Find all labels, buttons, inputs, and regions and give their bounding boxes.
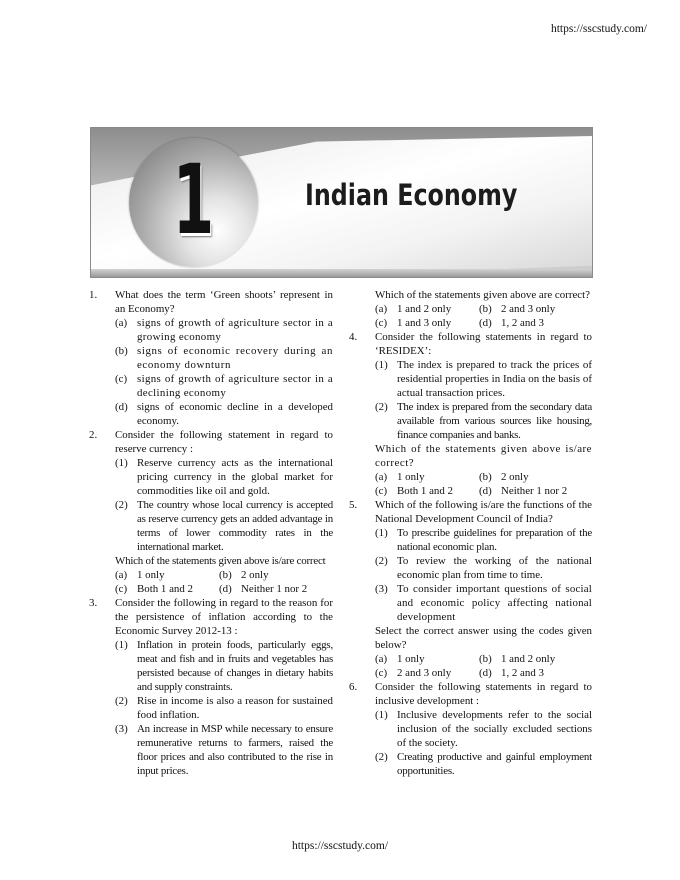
question-text: What does the term ‘Green shoots’ represent in an Economy? [115,289,333,315]
option-text: Both 1 and 2 [397,485,453,497]
option-text: 1 and 2 only [397,303,452,315]
option-label: (a) [115,317,128,329]
chapter-title: Indian Economy [305,178,518,212]
option-row [89,568,333,582]
statement-text: The country whose local currency is accepted as reserve currency gets an added advantage in terms of lower commodity rates in the international market. [137,499,333,553]
statement-text: Inflation in protein foods, particularly eggs, meat and fish and in fruits and vegetables has persisted because of changes in dietary habits and supply constraints. [137,639,333,693]
option-text: 1 only [397,471,425,483]
statement-text: An increase in MSP while necessary to ensure remunerative returns to farmers, raised the floor prices and also contributed to the rise in input prices. [137,723,333,777]
option-label: (c) [375,485,388,497]
question-text: Which of the following is/are the functions of the National Development Council of India? [375,499,592,525]
statement-text: The index is prepared to track the prices of residential properties in India on the basis of actual transaction prices. [397,359,592,399]
chapter-banner [90,127,593,278]
statement-text: Reserve currency acts as the international pricing currency in the global market for commodities like oil and gold. [137,457,333,497]
option-label: (b) [479,653,492,665]
option-row [349,484,592,498]
option-text: 1, 2 and 3 [501,667,544,679]
option-text: signs of growth of agriculture sector in a growing economy [137,317,333,343]
statement-text: Rise in income is also a reason for sustained food inflation. [137,695,333,721]
question-text: Consider the following statement in regard to reserve currency : [115,429,333,455]
option-row [349,316,592,330]
option-row [349,302,592,316]
option-text: signs of economic decline in a developed economy. [137,401,333,427]
option-label: (d) [479,317,492,329]
option-label: (a) [115,569,128,581]
question-number: 1. [89,289,98,301]
option-row [349,652,592,666]
left-column [89,288,333,778]
statement-label: (2) [375,751,388,763]
statement-label: (2) [375,555,388,567]
question-5 [349,498,592,680]
right-column [349,288,592,778]
option-text: 1 and 3 only [397,317,452,329]
option-text: Both 1 and 2 [137,583,193,595]
option-text: 1 only [137,569,165,581]
statement-label: (1) [375,527,388,539]
statement-label: (1) [375,359,388,371]
statement-label: (1) [375,709,388,721]
option-text: 1 and 2 only [501,653,556,665]
statement-label: (1) [115,457,128,469]
question-number: 4. [349,331,358,343]
option-label: (c) [375,317,388,329]
option-label: (b) [479,303,492,315]
footer-url[interactable]: https://sscstudy.com/ [291,840,389,852]
option-row [89,582,333,596]
question-number: 6. [349,681,358,693]
option-label: (d) [479,667,492,679]
option-label: (c) [115,373,128,385]
question-number: 5. [349,499,358,511]
question-4 [349,330,592,498]
option-text: 1 only [397,653,425,665]
option-label: (a) [375,653,388,665]
option-label: (b) [479,471,492,483]
option-text: Neither 1 nor 2 [501,485,568,497]
statement-label: (3) [115,723,128,735]
question-1 [89,288,333,428]
question-text: Consider the following statements in regard to ‘RESIDEX’: [375,331,592,357]
option-label: (d) [115,401,128,413]
option-text: Neither 1 nor 2 [241,583,308,595]
option-text: signs of growth of agriculture sector in a declining economy [137,373,333,399]
option-label: (d) [479,485,492,497]
question-6 [349,680,592,778]
question-number: 2. [89,429,98,441]
question-ask: Which of the statements given above is/are correct? [375,443,592,469]
header-url[interactable]: https://sscstudy.com/ [550,23,647,35]
statement-label: (1) [115,639,128,651]
question-ask: Which of the statements given above are correct? [375,289,590,301]
option-text: 2 only [501,471,529,483]
option-text: 2 only [241,569,269,581]
chapter-number: 1 [172,144,215,256]
question-2 [89,428,333,596]
statement-text: To consider important questions of social and economic policy affecting national development [397,583,592,623]
option-label: (c) [375,667,388,679]
question-3-continued [349,288,592,330]
statement-label: (2) [375,401,388,413]
statement-text: The index is prepared from the secondary data available from various sources like housing, finance companies and banks. [397,401,592,441]
option-text: 1, 2 and 3 [501,317,544,329]
option-text: 2 and 3 only [501,303,556,315]
option-label: (a) [375,471,388,483]
option-text: 2 and 3 only [397,667,452,679]
statement-label: (3) [375,583,388,595]
question-text: Consider the following in regard to the reason for the persistence of inflation according to the Economic Survey 2012-13 : [115,597,333,637]
option-label: (d) [219,583,232,595]
option-label: (a) [375,303,388,315]
statement-text: Inclusive developments refer to the social inclusion of the socially excluded sections of the society. [397,709,592,749]
statement-label: (2) [115,499,128,511]
question-number: 3. [89,597,98,609]
statement-text: To prescribe guidelines for preparation of the national economic plan. [397,527,592,553]
statement-label: (2) [115,695,128,707]
statement-text: To review the working of the national economic plan from time to time. [397,555,592,581]
banner-bottom-shade [91,269,592,277]
question-text: Consider the following statements in regard to inclusive development : [375,681,592,707]
question-ask: Which of the statements given above is/are correct [115,555,326,567]
option-row [349,470,592,484]
question-3 [89,596,333,778]
statement-text: Creating productive and gainful employment opportunities. [397,751,592,777]
question-ask: Select the correct answer using the codes given below? [375,625,592,651]
option-row [349,666,592,680]
option-label: (b) [219,569,232,581]
option-label: (b) [115,345,128,357]
option-text: signs of economic recovery during an economy downturn [137,345,333,371]
option-label: (c) [115,583,128,595]
